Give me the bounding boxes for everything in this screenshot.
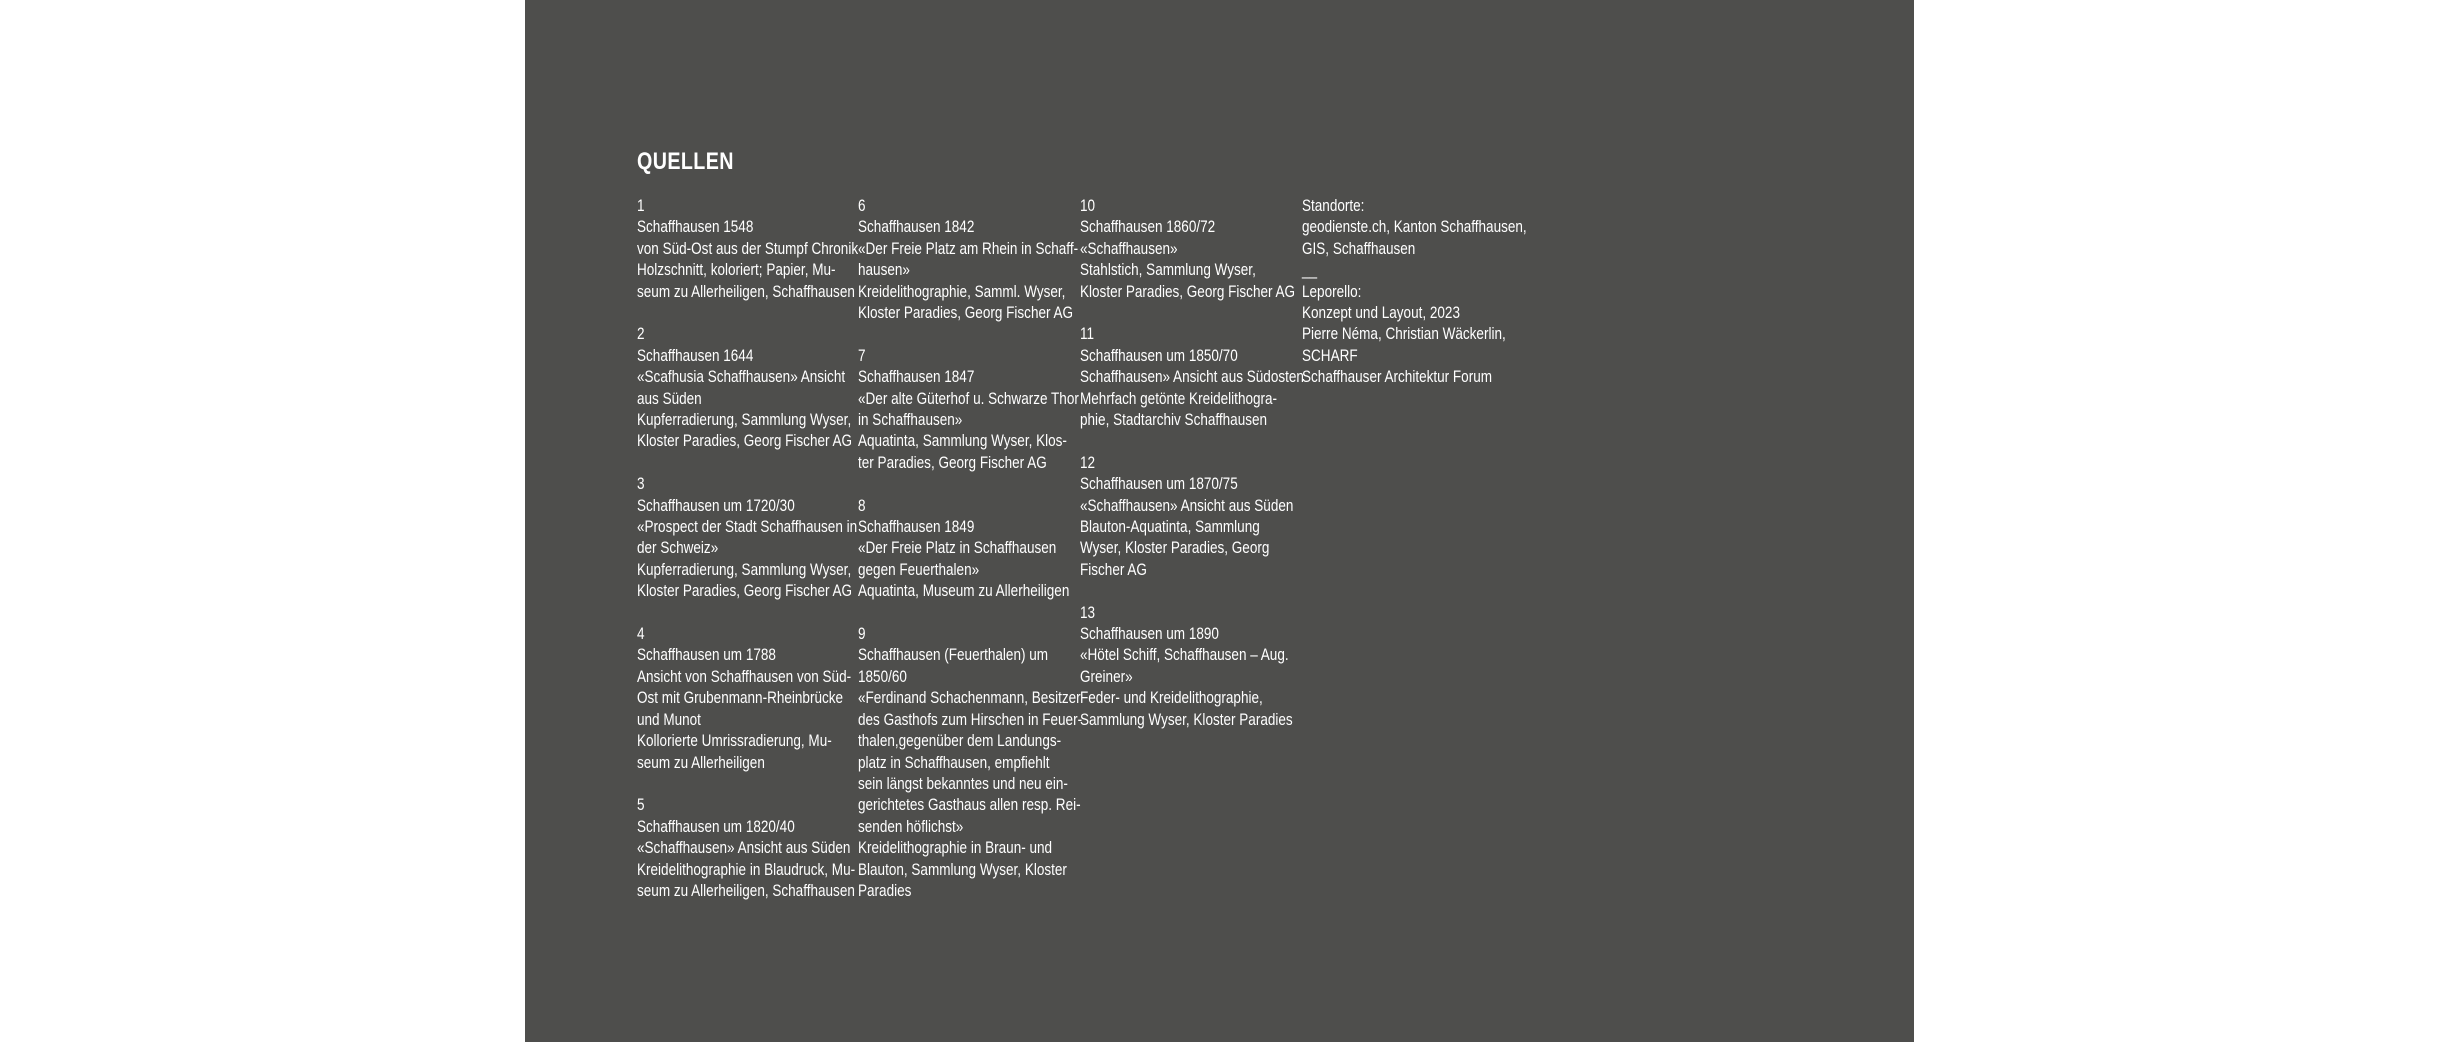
source-column-1 — [637, 196, 859, 924]
entry-line: Schaffhausen um 1850/70 — [1080, 346, 1238, 365]
entry-line: «Scafhusia Schaffhausen» Ansicht — [637, 368, 846, 387]
entry-line: Kupferradierung, Sammlung Wyser, — [637, 560, 852, 579]
entry-number: 7 — [858, 346, 866, 365]
entry-line: Schaffhausen um 1788 — [637, 646, 776, 665]
entry-number: 9 — [858, 625, 866, 644]
entry-line: des Gasthofs zum Hirschen in Feuer- — [858, 710, 1083, 729]
entry-line: sein längst bekanntes und neu ein- — [858, 774, 1068, 793]
source-entry — [637, 196, 859, 303]
entry-number: 5 — [637, 796, 645, 815]
entry-line: Schaffhausen 1548 — [637, 218, 754, 237]
entry-line: Schaffhausen 1849 — [858, 518, 975, 537]
entry-line: Schaffhausen 1860/72 — [1080, 218, 1216, 237]
entry-line: Kollorierte Umrissradierung, Mu- — [637, 732, 832, 751]
entry-line: und Munot — [637, 710, 701, 729]
entry-line: Mehrfach getönte Kreidelithogra- — [1080, 389, 1278, 408]
entry-line: senden höflichst» — [858, 817, 964, 836]
source-entry — [637, 624, 852, 774]
entry-line: ter Paradies, Georg Fischer AG — [858, 453, 1047, 472]
entry-line: «Der Freie Platz in Schaffhausen — [858, 539, 1057, 558]
entry-line: Schaffhausen um 1870/75 — [1080, 475, 1238, 494]
entry-line: Fischer AG — [1080, 560, 1147, 579]
entry-line: der Schweiz» — [637, 539, 719, 558]
source-column-2 — [858, 196, 1083, 924]
credits-line: SCHARF — [1302, 346, 1358, 365]
entry-line: Schaffhausen» Ansicht aus Südosten — [1080, 368, 1304, 387]
credits-column — [1302, 196, 1527, 389]
entry-number: 3 — [637, 475, 645, 494]
entry-number: 11 — [1080, 325, 1095, 344]
entry-number: 12 — [1080, 453, 1096, 472]
entry-number: 8 — [858, 496, 866, 515]
entry-line: Schaffhausen 1644 — [637, 346, 754, 365]
source-column-3 — [1080, 196, 1304, 753]
entry-line: «Ferdinand Schachenmann, Besitzer — [858, 689, 1081, 708]
entry-line: 1850/60 — [858, 667, 907, 686]
entry-line: aus Süden — [637, 389, 702, 408]
source-entry — [858, 496, 1073, 603]
entry-line: Paradies — [858, 881, 912, 900]
entry-line: Kreidelithographie, Samml. Wyser, — [858, 282, 1066, 301]
entry-line: seum zu Allerheiligen, Schaffhausen — [637, 282, 855, 301]
source-entry — [858, 346, 1079, 474]
entry-line: «Der alte Güterhof u. Schwarze Thor — [858, 389, 1079, 408]
source-entry — [1080, 453, 1295, 581]
entry-line: Holzschnitt, koloriert; Papier, Mu- — [637, 261, 836, 280]
entry-number: 2 — [637, 325, 645, 344]
entry-line: Schaffhausen um 1820/40 — [637, 817, 795, 836]
entry-line: Blauton, Sammlung Wyser, Kloster — [858, 860, 1067, 879]
source-entry — [637, 324, 852, 452]
credits-line: Standorte: — [1302, 197, 1365, 215]
entry-line: «Prospect der Stadt Schaffhausen in — [637, 518, 858, 537]
entry-line: Wyser, Kloster Paradies, Georg — [1080, 539, 1270, 558]
entry-line: Kreidelithographie in Braun- und — [858, 839, 1053, 858]
entry-line: Schaffhausen um 1720/30 — [637, 496, 795, 515]
entry-line: von Süd-Ost aus der Stumpf Chronik — [637, 239, 859, 258]
entry-number: 4 — [637, 625, 645, 644]
entry-line: thalen,gegenüber dem Landungs- — [858, 732, 1062, 751]
document-page — [525, 0, 1914, 1042]
entry-line: Schaffhausen um 1890 — [1080, 625, 1219, 644]
entry-line: «Der Freie Platz am Rhein in Schaff- — [858, 239, 1079, 258]
entry-number: 6 — [858, 197, 866, 215]
entry-line: Kloster Paradies, Georg Fischer AG — [858, 304, 1074, 323]
entry-line: Aquatinta, Sammlung Wyser, Klos- — [858, 432, 1067, 451]
entry-line: Schaffhausen 1842 — [858, 218, 975, 237]
entry-line: Aquatinta, Museum zu Allerheiligen — [858, 582, 1070, 601]
entry-line: Greiner» — [1080, 667, 1133, 686]
credits-line: Konzept und Layout, 2023 — [1302, 304, 1460, 323]
entry-line: Kloster Paradies, Georg Fischer AG — [1080, 282, 1296, 301]
entry-line: seum zu Allerheiligen — [637, 753, 765, 772]
entry-line: «Hötel Schiff, Schaffhausen – Aug. — [1080, 646, 1289, 665]
entry-line: Ost mit Grubenmann-Rheinbrücke — [637, 689, 844, 708]
entry-line: «Schaffhausen» — [1080, 239, 1178, 258]
credits-line: Leporello: — [1302, 282, 1362, 301]
source-entry — [1080, 603, 1295, 731]
source-entry — [1080, 196, 1295, 303]
entry-line: phie, Stadtarchiv Schaffhausen — [1080, 411, 1268, 430]
credits-line: Pierre Néma, Christian Wäckerlin, — [1302, 325, 1506, 344]
entry-line: in Schaffhausen» — [858, 411, 963, 430]
entry-line: Ansicht von Schaffhausen von Süd- — [637, 667, 852, 686]
entry-line: «Schaffhausen» Ansicht aus Süden — [637, 839, 851, 858]
entry-line: hausen» — [858, 261, 910, 280]
credits-line: GIS, Schaffhausen — [1302, 239, 1416, 258]
credits-line: geodienste.ch, Kanton Schaffhausen, — [1302, 218, 1527, 237]
source-entry — [858, 196, 1079, 324]
source-entry — [637, 474, 858, 602]
entry-line: Stahlstich, Sammlung Wyser, — [1080, 261, 1256, 280]
entry-line: gegen Feuerthalen» — [858, 560, 980, 579]
entry-number: 10 — [1080, 197, 1096, 215]
source-entry — [637, 795, 856, 902]
entry-line: seum zu Allerheiligen, Schaffhausen — [637, 881, 855, 900]
entry-line: platz in Schaffhausen, empfiehlt — [858, 753, 1050, 772]
entry-line: Kreidelithographie in Blaudruck, Mu- — [637, 860, 856, 879]
entry-line: Schaffhausen (Feuerthalen) um — [858, 646, 1049, 665]
entry-number: 13 — [1080, 603, 1096, 622]
entry-line: Sammlung Wyser, Kloster Paradies — [1080, 710, 1293, 729]
entry-line: Kloster Paradies, Georg Fischer AG — [637, 432, 853, 451]
entry-line: gerichtetes Gasthaus allen resp. Rei- — [858, 796, 1081, 815]
entry-line: «Schaffhausen» Ansicht aus Süden — [1080, 496, 1294, 515]
entry-line: Kupferradierung, Sammlung Wyser, — [637, 411, 852, 430]
source-entry — [858, 624, 1083, 902]
entry-line: Blauton-Aquatinta, Sammlung — [1080, 518, 1260, 537]
entry-line: Schaffhausen 1847 — [858, 368, 975, 387]
credits-line: Schaffhauser Architektur Forum — [1302, 368, 1493, 387]
entry-line: Kloster Paradies, Georg Fischer AG — [637, 582, 853, 601]
source-entry — [1080, 324, 1304, 431]
entry-line: Feder- und Kreidelithographie, — [1080, 689, 1263, 708]
entry-number: 1 — [637, 197, 645, 215]
page-title: QUELLEN — [637, 148, 734, 175]
credits-divider: __ — [1302, 261, 1318, 280]
